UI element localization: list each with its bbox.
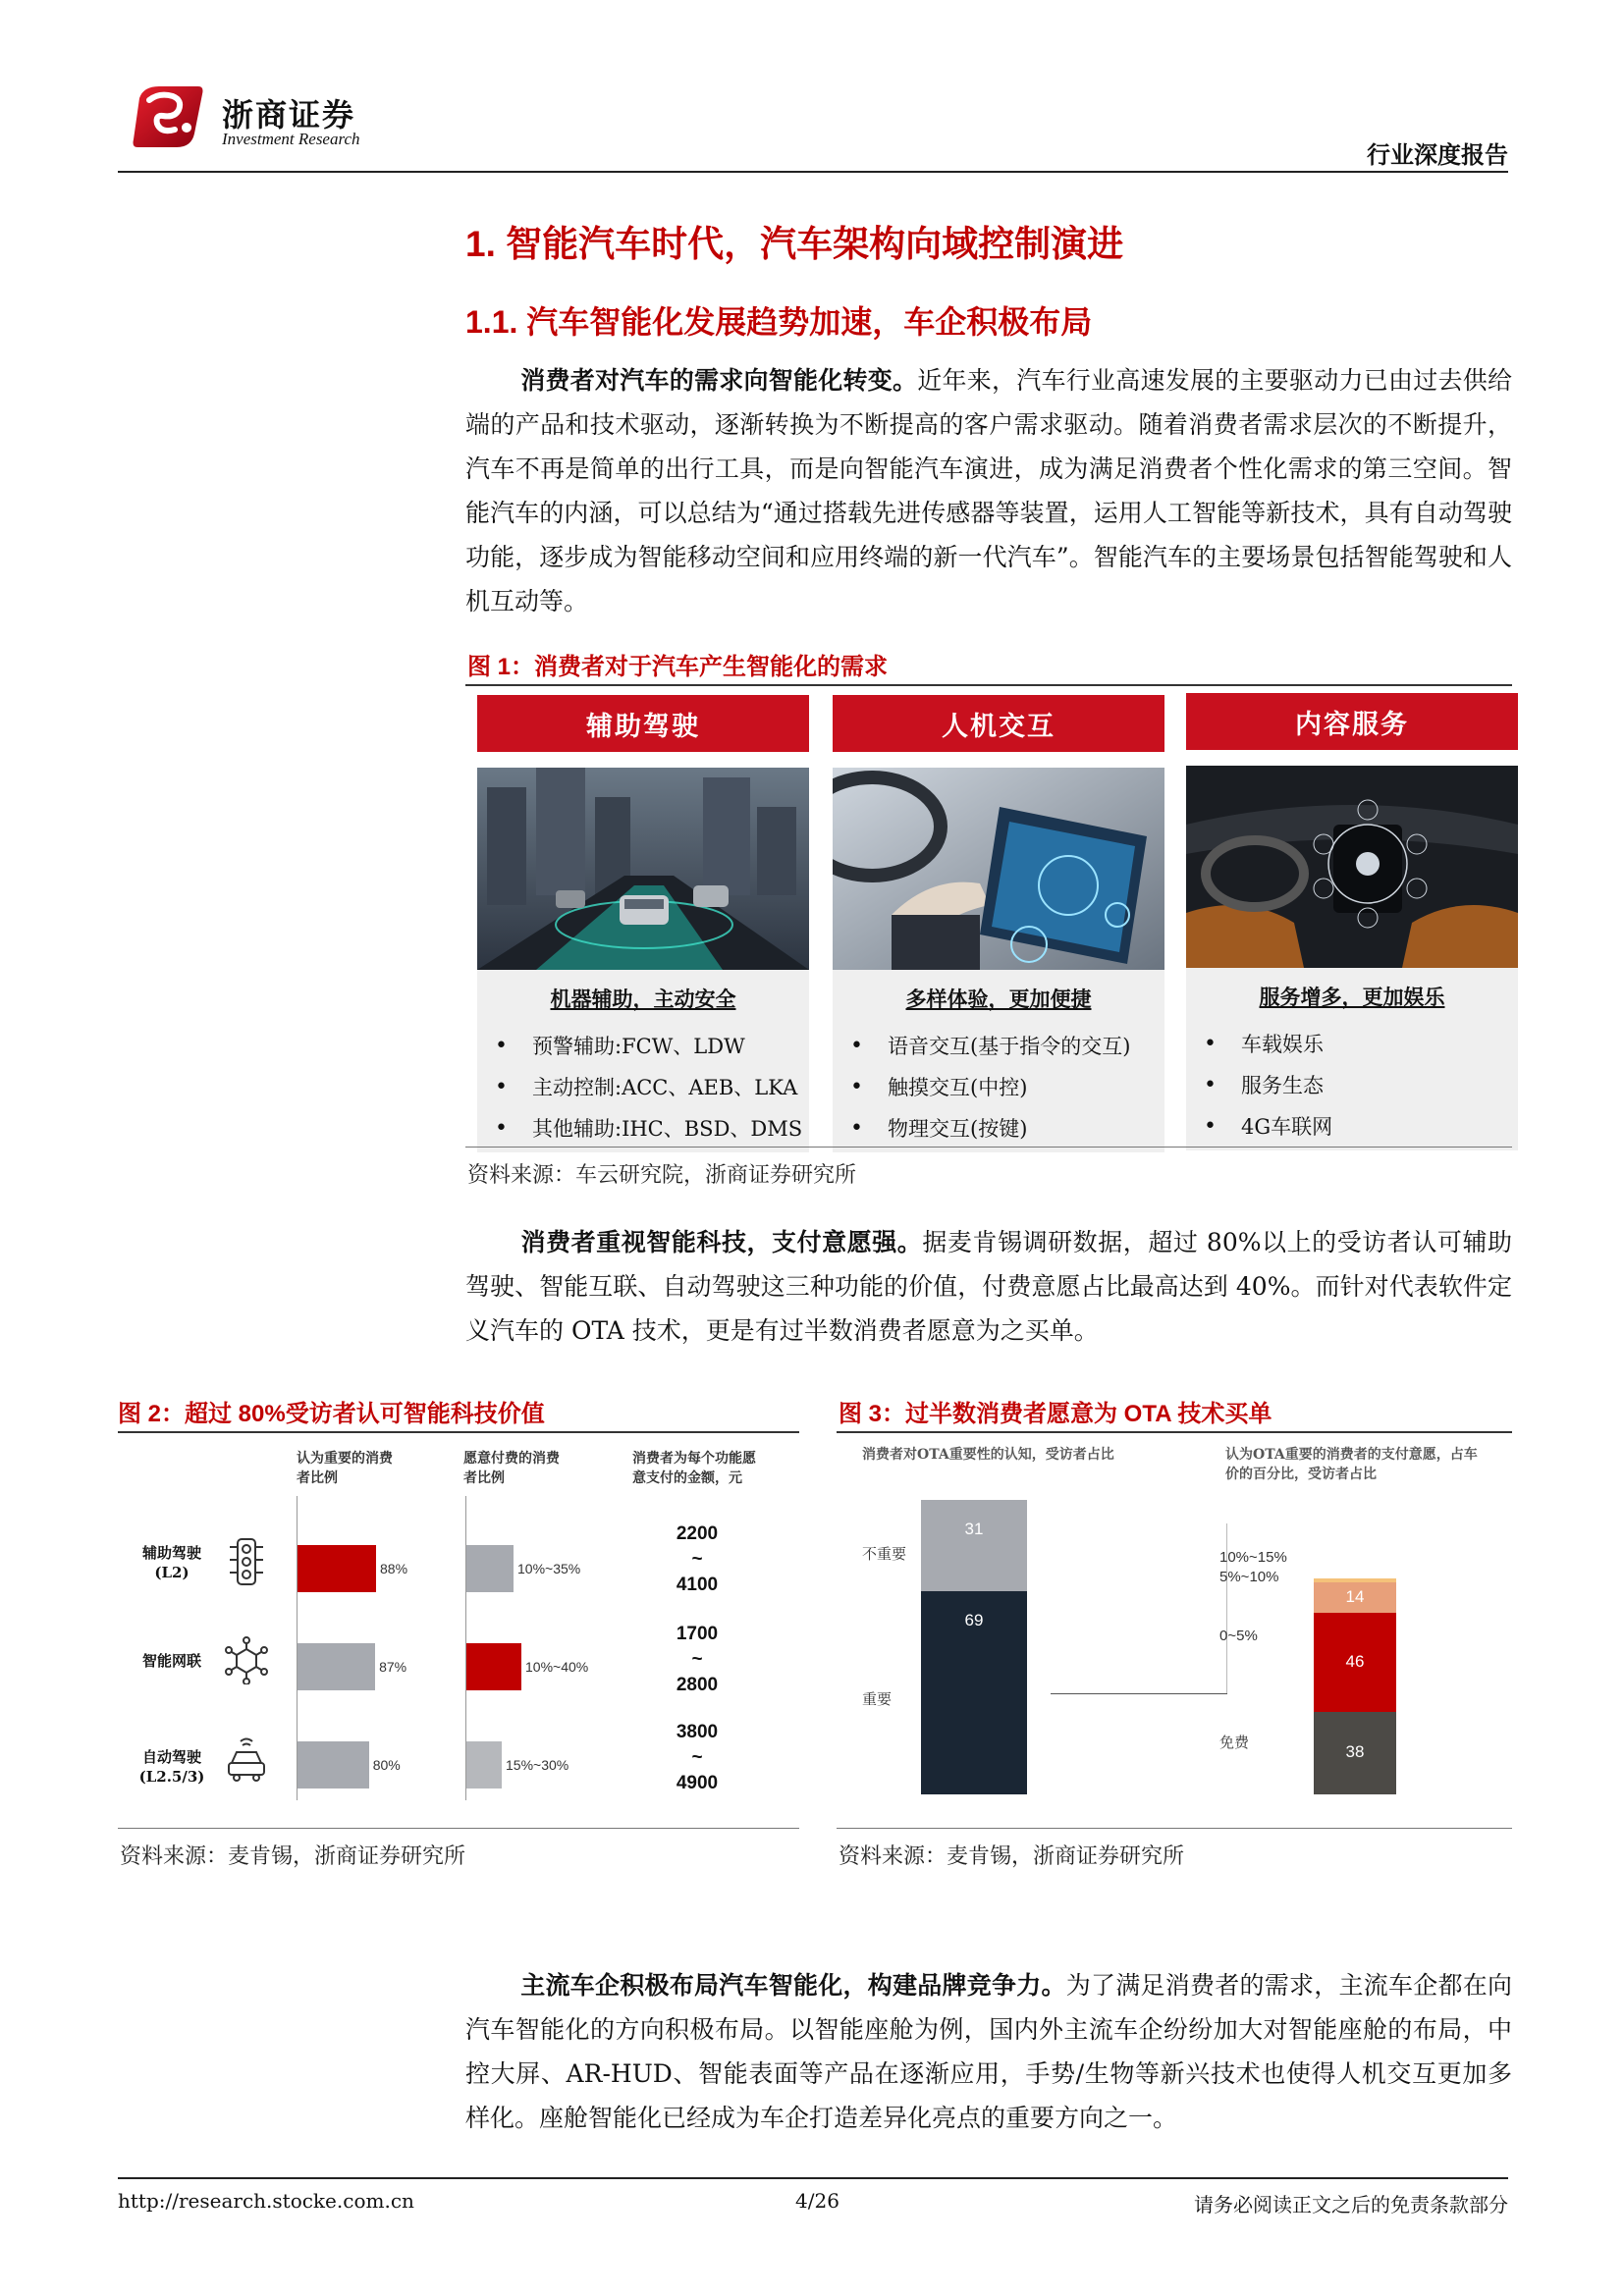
paragraph-3 [465,1963,1512,2140]
list-item: • 4G车联网 [1204,1113,1333,1139]
category-label: 重要 [862,1690,893,1708]
category-label: 0~5% [1219,1628,1258,1644]
amount-label: 1700 ~ 2800 [676,1624,719,1695]
pay-value-label: 10%~35% [517,1561,581,1576]
report-type-label: 行业深度报告 [1367,142,1508,169]
subsection-heading: 1.1. 汽车智能化发展趋势加速，车企积极布局 [465,304,1093,340]
segment-value-label: 46 [1345,1651,1365,1671]
figure-1-title: 图 1：消费者对于汽车产生智能化的需求 [467,654,889,680]
paragraph-2-lead: 消费者重视智能科技，支付意愿强。 [520,1228,923,1256]
figure-1-rule [465,684,1512,686]
amount-label: 2200 ~ 4100 [676,1523,719,1595]
car-icon [224,1735,269,1789]
paragraph-3-lead: 主流车企积极布局汽车智能化，构建品牌竞争力。 [520,1971,1066,2000]
figure-1-column-2 [833,695,1164,1152]
paragraph-2 [465,1220,1512,1353]
paragraph-1 [465,358,1512,623]
category-label: 10%~15% [1219,1549,1287,1566]
section-heading: 1. 智能汽车时代，汽车架构向域控制演进 [465,224,1124,264]
figure-2-rule [118,1431,799,1433]
page-number: 4/26 [795,2189,839,2213]
header-divider [118,171,1508,173]
pay-bar [466,1545,514,1592]
right-bar-10-15 [1314,1578,1396,1582]
list-item: • 服务生态 [1204,1072,1324,1097]
figure-1-source: 资料来源：车云研究院，浙商证券研究所 [467,1163,857,1188]
column-header: 消费者为每个功能愿意支付的金额，元 [632,1451,756,1486]
network-icon [224,1635,269,1688]
footer-url[interactable]: http://research.stocke.com.cn [118,2189,414,2213]
column-header: 愿意付费的消费者比例 [463,1451,560,1486]
important-value-label: 87% [379,1659,407,1675]
column-subtitle: 服务增多，更加娱乐 [1259,985,1445,1009]
segment-value-label: 14 [1345,1586,1365,1606]
list-item: • 车载娱乐 [1204,1031,1324,1056]
figure-2-source: 资料来源：麦肯锡，浙商证券研究所 [120,1844,466,1869]
list-item: • 语音交互(基于指令的交互) [850,1033,1131,1058]
column-header: 内容服务 [1186,693,1518,750]
figure-1-bottom-rule [465,1147,1512,1148]
paragraph-2-text: 据麦肯锡调研数据，超过 80%以上的受访者认可辅助驾驶、智能互联、自动驾驶这三种功能的价值，付费意愿占比最高达到 40%。而针对代表软件定义汽车的 OTA 技术，更是有过半数消费者愿意为之买单。 [465,1228,1513,1345]
left-bar-unimportant [921,1500,1027,1591]
infotainment-cockpit-image [1186,766,1518,968]
row-label: 智能网联 [141,1652,201,1670]
category-label: 免费 [1219,1734,1250,1751]
list-item: • 物理交互(按键) [850,1115,1028,1141]
column-body [1186,968,1518,1150]
footer-divider [118,2177,1508,2179]
paragraph-1-text: 近年来，汽车行业高速发展的主要驱动力已由过去供给端的产品和技术驱动，逐渐转换为不断提高的客户需求驱动。随着消费者需求层次的不断提升，汽车不再是简单的出行工具，而是向智能汽车演进，成为满足消费者个性化需求的第三空间。智能汽车的内涵，可以总结为“通过搭载先进传感器等装置，运用人工智能等新技术，具有自动驾驶功能，逐步成为智能移动空间和应用终端的新一代汽车”。智能汽车的主要场景包括智能驾驶和人机互动等。 [465,366,1512,615]
important-value-label: 88% [380,1561,408,1576]
row-label: 辅助驾驶 (L2) [141,1544,201,1581]
column-body [833,970,1164,1152]
company-logo [130,80,206,153]
pay-bar [466,1741,502,1789]
traffic-light-icon [224,1535,269,1592]
connector-line [1051,1693,1227,1694]
column-subtitle: 机器辅助，主动安全 [550,987,736,1011]
list-item: • 主动控制:ACC、AEB、LKA [495,1074,798,1099]
category-label: 5%~10% [1219,1569,1279,1585]
row-label: 自动驾驶 (L2.5/3) [138,1748,205,1786]
segment-value-label: 69 [964,1611,984,1629]
column-header: 人机交互 [833,695,1164,752]
column-header: 辅助驾驶 [477,695,809,752]
paragraph-1-lead: 消费者对汽车的需求向智能化转变。 [520,366,918,395]
important-bar [298,1545,376,1592]
brand-name-en: Investment Research [222,130,360,148]
list-item: • 其他辅助:IHC、BSD、DMS [495,1115,803,1141]
important-bar [298,1643,375,1690]
figure-1-column-3 [1186,693,1518,1150]
figure-3-rule [837,1431,1512,1433]
figure-1-column-1 [477,695,809,1152]
segment-value-label: 31 [964,1520,984,1538]
pay-value-label: 10%~40% [525,1659,589,1675]
figure-3-source: 资料来源：麦肯锡，浙商证券研究所 [839,1844,1185,1869]
figure-2-chart [118,1435,799,1828]
important-value-label: 80% [372,1757,401,1773]
figure-3-chart [837,1435,1512,1828]
list-item: • 预警辅助:FCW、LDW [495,1033,745,1058]
amount-label: 3800 ~ 4900 [676,1722,719,1793]
pay-value-label: 15%~30% [506,1757,569,1773]
column-body [477,970,809,1152]
figure-3-bottom-rule [837,1828,1512,1829]
category-label: 不重要 [862,1545,907,1563]
important-bar [298,1741,369,1789]
figure-2-title: 图 2：超过 80%受访者认可智能科技价值 [118,1401,545,1427]
column-subtitle: 多样体验，更加便捷 [905,987,1092,1011]
list-item: • 触摸交互(中控) [850,1074,1028,1099]
figure-2-bottom-rule [118,1828,799,1829]
adas-road-image [477,768,809,970]
hmi-touchscreen-image [833,768,1164,970]
figure-3-title: 图 3：过半数消费者愿意为 OTA 技术买单 [839,1401,1272,1427]
pay-bar [466,1643,521,1690]
segment-value-label: 38 [1345,1742,1365,1762]
footer-disclaimer: 请务必阅读正文之后的免责条款部分 [1194,2193,1508,2216]
paragraph-3-text: 为了满足消费者的需求，主流车企都在向汽车智能化的方向积极布局。以智能座舱为例，国内外主流车企纷纷加大对智能座舱的布局，中控大屏、AR-HUD、智能表面等产品在逐渐应用，手势/生物等新兴技术也使得人机交互更加多样化。座舱智能化已经成为车企打造差异化亮点的重要方向之一。 [465,1971,1512,2132]
brand-name-cn: 浙商证券 [222,96,356,133]
column-header: 认为重要的消费者比例 [297,1451,393,1486]
right-chart-header: 认为OTA重要的消费者的支付意愿，占车价的百分比，受访者占比 [1225,1447,1478,1482]
left-chart-header: 消费者对OTA重要性的认知，受访者占比 [862,1447,1114,1463]
